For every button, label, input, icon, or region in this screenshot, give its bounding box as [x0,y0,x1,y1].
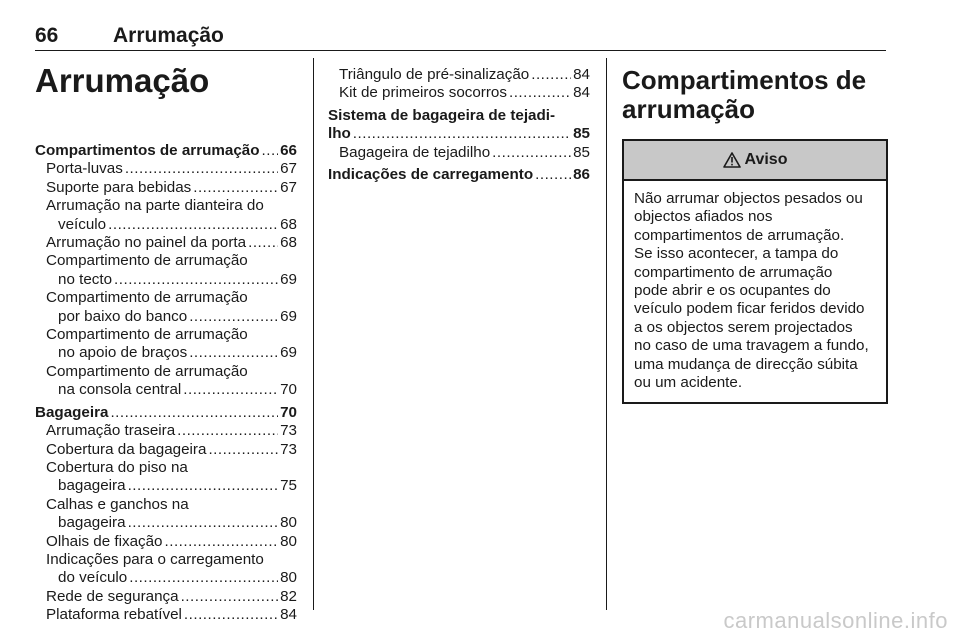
toc-leader-dots [125,160,278,178]
toc-page-number: 86 [573,166,590,184]
running-title: Arrumação [113,24,224,47]
toc-entry-text[interactable]: Indicações para o carregamento [46,550,264,568]
toc-page-number: 70 [280,381,297,399]
toc-page-number: 68 [280,234,297,252]
toc-entry-text: do veículo [58,569,128,587]
watermark: carmanualsonline.info [723,608,948,633]
toc-entry-text: Indicações de carregamento [328,166,534,184]
toc-page-number: 85 [573,143,590,161]
toc-page-number: 68 [280,215,297,233]
toc-entry[interactable] [35,606,297,624]
toc-entry[interactable] [35,569,297,587]
toc-page-number: 66 [280,142,297,159]
toc-leader-dots [128,477,279,495]
toc-entry-text: Arrumação no painel da porta [46,234,247,252]
toc-entry-text: Bagageira [35,403,109,421]
section-title [622,66,866,124]
toc-entry-text: Kit de primeiros socorros [339,84,507,102]
toc-page-number: 73 [280,440,297,458]
toc-leader-dots [189,344,278,362]
toc-entry-text: bagageira [58,514,126,532]
warning-text-line: Se isso acontecer, a tampa do [634,245,839,263]
warning-text-line: compartimentos de arrumação. [634,226,845,244]
toc-leader-dots [535,166,571,184]
toc-entry-text: Plataforma rebatível [46,606,182,624]
toc-page-number: 67 [280,178,297,196]
toc-entry-text: bagageira [58,477,126,495]
warning-text-line: uma mudança de direcção súbita [634,355,858,373]
toc-leader-dots [193,179,278,197]
toc-leader-dots [262,142,279,160]
toc-entry-text: Olhais de fixação [46,532,163,550]
toc-entry[interactable] [35,533,297,551]
toc-entry-text: Porta-luvas [46,160,123,178]
column-divider-left [313,58,314,610]
toc-leader-dots [128,514,279,532]
warning-text-line: Não arrumar objectos pesados ou [634,190,863,207]
toc-entry[interactable] [35,514,297,532]
warning-triangle-icon [723,152,741,168]
warning-text-line: compartimento de arrumação [634,263,833,281]
toc-entry-text: Arrumação traseira [46,422,176,440]
warning-body [624,181,886,402]
toc-entry-text: Suporte para bebidas [46,178,192,196]
toc-entry-text[interactable]: Compartimento de arrumação [46,362,248,380]
toc-leader-dots [248,234,278,252]
toc-entry[interactable] [35,441,297,459]
toc-entry[interactable] [35,271,297,289]
toc-page-number: 84 [573,66,590,83]
warning-header [624,141,886,181]
warning-box [622,139,888,404]
toc-entry-text[interactable]: Compartimento de arrumação [46,289,248,307]
toc-entry-text[interactable]: Compartimento de arrumação [46,252,248,270]
toc-leader-dots [531,66,571,84]
toc-page-number: 73 [280,422,297,440]
warning-title: Aviso [744,151,788,168]
table-of-contents-col1 [35,142,297,625]
toc-page-number: 80 [280,532,297,550]
toc-leader-dots [177,422,278,440]
toc-entry[interactable] [35,142,297,160]
warning-text-line: pode abrir e os ocupantes do [634,282,831,300]
toc-entry[interactable] [35,477,297,495]
toc-leader-dots [208,441,278,459]
toc-entry[interactable] [328,66,590,84]
table-of-contents-col2 [328,66,590,184]
toc-page-number: 69 [280,307,297,325]
toc-entry[interactable] [35,381,297,399]
warning-text-line: ou um acidente. [634,374,743,392]
toc-page-number: 69 [280,270,297,288]
toc-leader-dots [108,216,278,234]
toc-entry[interactable] [328,144,590,162]
toc-entry[interactable] [35,588,297,606]
page-header [35,24,886,51]
warning-text-line: veículo podem ficar feridos devido [634,300,865,318]
toc-entry-text: no apoio de braços [58,344,188,362]
toc-entry[interactable] [35,179,297,197]
toc-page-number: 82 [280,587,297,605]
toc-entry-text[interactable]: Sistema de bagageira de tejadi- [328,106,556,124]
toc-entry[interactable] [328,166,590,184]
toc-entry-text: no tecto [58,270,113,288]
toc-entry-text: lho [328,125,351,143]
toc-entry[interactable] [35,160,297,178]
toc-page-number: 67 [280,160,297,178]
toc-leader-dots [114,271,278,289]
toc-entry-text: Triângulo de pré-sinalização [339,66,530,83]
toc-page-number: 80 [280,514,297,532]
toc-page-number: 85 [573,125,590,143]
toc-entry[interactable] [35,344,297,362]
toc-entry-text: Bagageira de tejadilho [339,143,491,161]
chapter-title: Arrumação [35,62,210,99]
toc-entry-text[interactable]: Compartimento de arrumação [46,326,248,344]
toc-entry-text: veículo [58,215,107,233]
toc-entry[interactable] [35,216,297,234]
toc-entry-text: Compartimentos de arrumação [35,142,260,159]
toc-entry[interactable] [328,125,590,143]
warning-text-line: no caso de uma travagem a fundo, [634,337,869,355]
section-title-line: Compartimentos de [622,65,867,95]
toc-leader-dots [183,381,278,399]
toc-leader-dots [184,606,278,624]
toc-page-number: 70 [280,403,297,421]
toc-entry-text[interactable]: Calhas e ganchos na [46,495,189,513]
toc-leader-dots [492,144,571,162]
warning-text-line: a os objectos serem projectados [634,318,853,336]
toc-leader-dots [110,404,278,422]
toc-entry[interactable] [328,84,590,102]
toc-entry[interactable] [35,234,297,252]
toc-entry[interactable] [35,308,297,326]
toc-leader-dots [509,84,571,102]
warning-text-line: objectos afiados nos [634,208,773,226]
column-divider-right [606,58,607,610]
toc-leader-dots [165,533,279,551]
toc-entry-text[interactable]: Cobertura do piso na [46,458,188,476]
toc-entry-text[interactable]: Arrumação na parte dianteira do [46,197,264,215]
toc-page-number: 69 [280,344,297,362]
toc-page-number: 84 [573,84,590,102]
toc-leader-dots [181,588,279,606]
toc-leader-dots [129,569,278,587]
toc-entry-text: Rede de segurança [46,587,179,605]
toc-entry[interactable] [35,404,297,422]
page-number: 66 [35,24,59,47]
toc-entry-text: na consola central [58,381,182,399]
section-title-line: arrumação [622,94,755,124]
toc-entry[interactable] [35,422,297,440]
toc-page-number: 75 [280,477,297,495]
toc-leader-dots [189,308,278,326]
toc-leader-dots [353,125,571,143]
toc-entry-text: por baixo do banco [58,307,188,325]
toc-page-number: 84 [280,606,297,624]
toc-entry-text: Cobertura da bagageira [46,440,207,458]
toc-page-number: 80 [280,569,297,587]
